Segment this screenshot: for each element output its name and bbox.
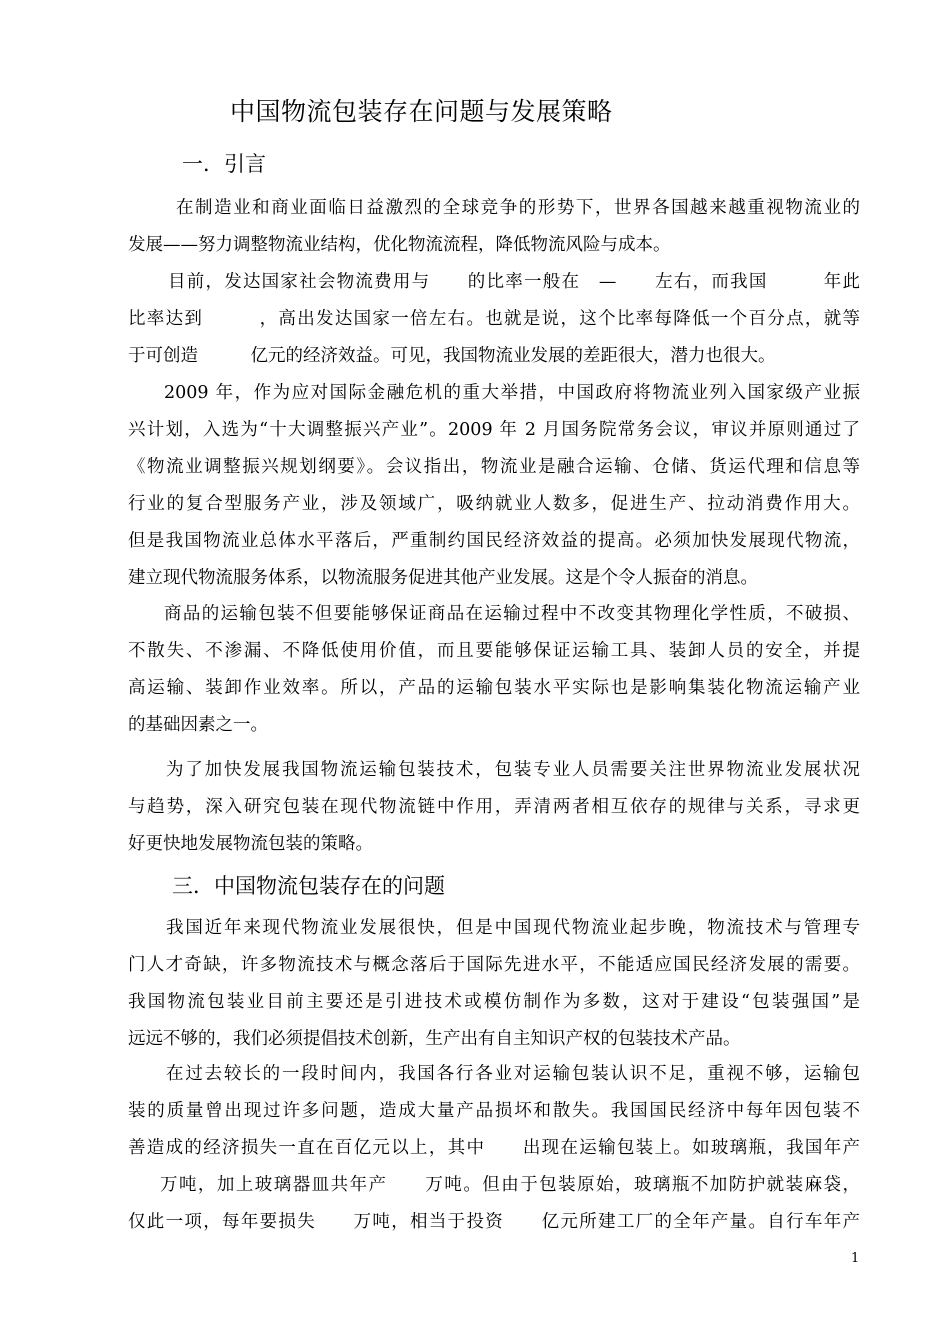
paragraph-line: 装的质量曾出现过许多问题，造成大量产品损坏和散失。我国国民经济中每年因包装不: [128, 1101, 860, 1121]
paragraph-line: 但是我国物流业总体水平落后，严重制约国民经济效益的提高。必须加快发展现代物流，: [128, 531, 860, 551]
paragraph-line: 门人才奇缺，许多物流技术与概念落后于国际先进水平，不能适应国民经济发展的需要。: [128, 955, 860, 975]
document-title: 中国物流包装存在问题与发展策略: [230, 97, 613, 126]
paragraph-line: 在制造业和商业面临日益激烈的全球竞争的形势下，世界各国越来越重视物流业的: [176, 198, 860, 218]
paragraph-line: 远远不够的，我们必须提倡技术创新，生产出有自主知识产权的包装技术产品。: [128, 1029, 741, 1049]
paragraph-line: 善造成的经济损失一直在百亿元以上，其中 出现在运输包装上。如玻璃瓶，我国年产: [128, 1138, 860, 1158]
paragraph-line: 兴计划，入选为“十大调整振兴产业”。2009 年 2 月国务院常务会议，审议并原则通过了: [128, 420, 860, 440]
paragraph-line: 于可创造 亿元的经济效益。可见，我国物流业发展的差距很大，潜力也很大。: [128, 346, 776, 366]
paragraph-line: 我国物流包装业目前主要还是引进技术或模仿制作为多数，这对于建设“包装强国”是: [128, 992, 860, 1012]
paragraph-line: 为了加快发展我国物流运输包装技术，包装专业人员需要关注世界物流业发展状况: [166, 760, 860, 780]
paragraph-line: 与趋势，深入研究包装在现代物流链中作用，弄清两者相互依存的规律与关系，寻求更: [128, 797, 860, 817]
paragraph-line: 好更快地发展物流包装的策略。: [128, 834, 373, 854]
page-number: 1: [851, 1251, 860, 1266]
paragraph-line: 2009 年，作为应对国际金融危机的重大举措，中国政府将物流业列入国家级产业振: [164, 383, 860, 403]
section-heading-introduction: 一．引言: [182, 152, 266, 176]
paragraph-line: 商品的运输包装不但要能够保证商品在运输过程中不改变其物理化学性质，不破损、: [164, 604, 860, 624]
paragraph-line: 万吨，加上玻璃器皿共年产 万吨。但由于包装原始，玻璃瓶不加防护就装麻袋，: [160, 1175, 860, 1195]
paragraph-line: 在过去较长的一段时间内，我国各行各业对运输包装认识不足，重视不够，运输包: [166, 1064, 860, 1084]
paragraph-line: 不散失、不渗漏、不降低使用价值，而且要能够保证运输工具、装卸人员的安全，并提: [128, 641, 860, 661]
paragraph-line: 的基础因素之一。: [128, 715, 268, 735]
paragraph-line: 建立现代物流服务体系，以物流服务促进其他产业发展。这是个令人振奋的消息。: [128, 568, 758, 588]
paragraph-line: 高运输、装卸作业效率。所以，产品的运输包装水平实际也是影响集装化物流运输产业: [128, 678, 860, 698]
paragraph-line: 目前，发达国家社会物流费用与 的比率一般在 — 左右，而我国 年此: [168, 272, 860, 292]
paragraph-line: 仅此一项，每年要损失 万吨，相当于投资 亿元所建工厂的全年产量。自行车年产: [128, 1212, 860, 1232]
paragraph-line: 《物流业调整振兴规划纲要》。会议指出，物流业是融合运输、仓储、货运代理和信息等: [128, 457, 860, 477]
paragraph-line: 我国近年来现代物流业发展很快，但是中国现代物流业起步晚，物流技术与管理专: [166, 918, 860, 938]
paragraph-line: 比率达到 ，高出发达国家一倍左右。也就是说，这个比率每降低一个百分点，就等: [128, 309, 860, 329]
paragraph-line: 行业的复合型服务产业，涉及领域广，吸纳就业人数多，促进生产、拉动消费作用大。: [128, 494, 860, 514]
paragraph-line: 发展——努力调整物流业结构，优化物流流程，降低物流风险与成本。: [128, 235, 671, 255]
section-heading-problems: 三．中国物流包装存在的问题: [172, 874, 445, 898]
